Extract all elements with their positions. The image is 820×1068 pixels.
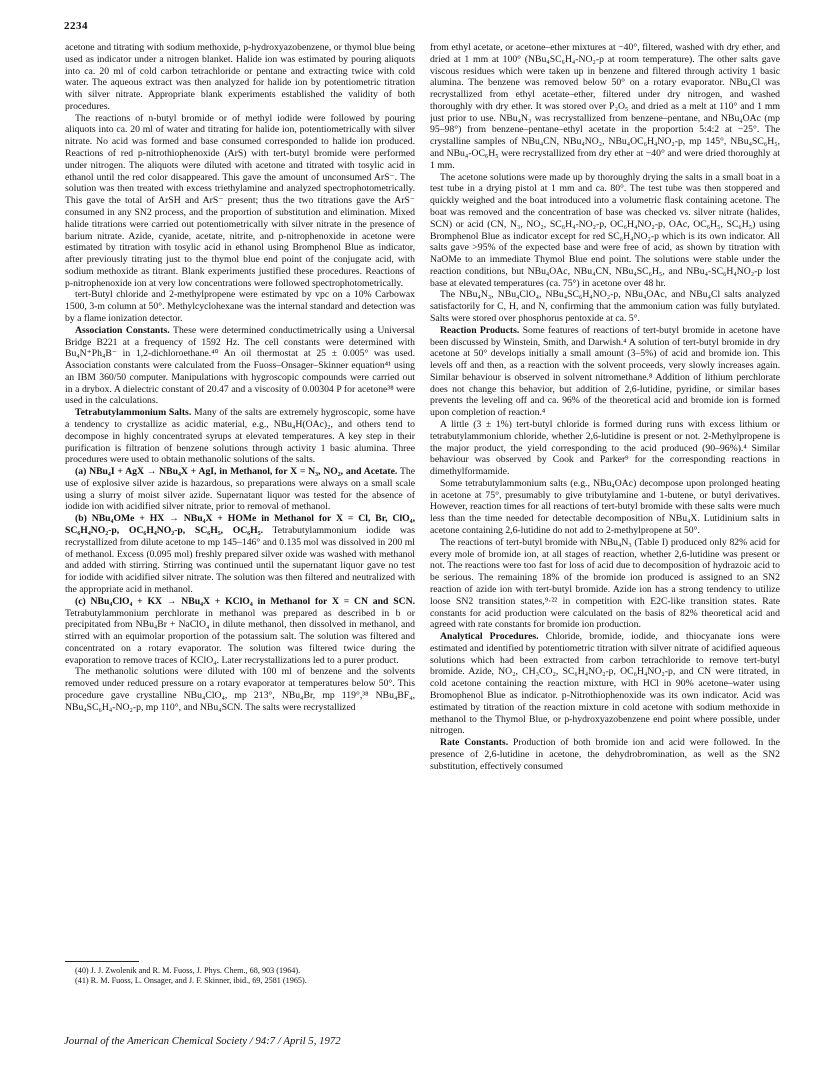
footnote-40: (40) J. J. Zwolenik and R. M. Fuoss, J. Phys. Chem., 68, 903 (1964).: [75, 966, 301, 975]
paragraph-text: The methanolic solutions were diluted with 100 ml of benzene and the solvents removed under reduced pressure on a rotary evaporator at temperatures below 50°. This procedure gave crystalline NBu₄ClO₄, mp 213°, NBu₄Br, mp 119°,³⁸ NBu₄BF₄, NBu₄SC₆H₄-NO₂-p, mp 110°, and NBu₄SCN. The salts were recrystallized: [65, 666, 415, 713]
paragraph: [65, 407, 415, 466]
paragraph-text: tert-Butyl chloride and 2-methylpropene were estimated by vpc on a 10% Carbowax 1500, 3-m column at 50°. Methylcyclohexane was the internal standard and detection was by a flame ionization detector.: [65, 289, 415, 324]
run-in-heading: (c) NBu₄ClO₄ + KX → NBu₄X + KClO₄ in Methanol for X = CN and SCN.: [75, 595, 415, 607]
run-in-heading: (b) NBu₄OMe + HX → NBu₄X + HOMe in Methanol for X = Cl, Br, ClO₄, SC₆H₄NO₂-p, OC₆H₄NO₂-p, SC₆H₅, OC₆H₅.: [65, 513, 415, 537]
paragraph: [430, 537, 780, 631]
run-in-heading: (a) NBu₄I + AgX → NBu₄X + AgI, in Methanol, for X = N₃, NO₂, and Acetate.: [75, 466, 398, 478]
page-number: 2234: [64, 20, 88, 32]
paragraph: [65, 325, 415, 407]
paragraph: [430, 737, 780, 772]
left-text-column: [65, 42, 415, 962]
run-in-heading: Analytical Procedures.: [440, 631, 539, 643]
paragraph: [430, 289, 780, 324]
paragraph: [430, 172, 780, 290]
paragraph-text: The use of explosive silver azide is hazardous, so preparations were always on a small scale using a slurry of moist silver azide. Supernatant liquor was tested for the absence of iodide ion with acidified silver nitrate, prior to removal of methanol.: [65, 466, 415, 513]
run-in-heading: Rate Constants.: [440, 737, 509, 749]
paragraph-text: from ethyl acetate, or acetone–ether mixtures at −40°, filtered, washed with dry ether, and dried at 1 mm at 100° (NBu₄SC₆H₄-NO₂-p at room temperature). The other salts gave viscous residues which were taken up in benzene and filtered through activity 1 basic alumina. The benzene was removed below 50° on a rotary evaporator. NBu₄Cl was recrystallized from ethyl acetate–ether, filtered under dry nitrogen, and washed thoroughly with dry ether. It was stored over P₂O₅ and dried as a melt at 110° and 1 mm just prior to use. NBu₄N₃ was recrystallized from benzene–pentane, and NBu₄OAc (mp 95–98°) from benzene–pentane–ethyl acetate in the proportion 5:4:2 at −25°. The crystalline samples of NBu₄CN, NBu₄NO₂, NBu₄OC₆H₄NO₂-p, mp 145°, NBu₄SC₆H₅, and NBu₄-OC₆H₅ were recrystallized from dry ether at −40° and were dried thoroughly at 1 mm.: [430, 42, 780, 171]
paragraph: [65, 113, 415, 290]
paragraph-text: Chloride, bromide, iodide, and thiocyanate ions were estimated and identified by potentiometric titration with silver nitrate of acidified aqueous solutions which had been extracted from carbon tetrachloride to remove tert-butyl bromide. Azide, NO₂, CH₃CO₂, SC₆H₄NO₂-p, OC₆H₄NO₂-p, and CN were titrated, in cold acetone containing the reaction mixture, with HCl in 90% acetone–water using Bromophenol Blue as indicator. p-Nitrothiophenoxide was its own indicator. Acid was estimated by titration of the reaction mixture in cold acetone with sodium methoxide in methanol to the Thymol Blue, or p-hydroxyazobenzene end point where possible, under nitrogen.: [430, 631, 780, 737]
paragraph-text: A little (3 ± 1%) tert-butyl chloride is formed during runs with excess lithium or tetrabutylammonium chloride, whether 2,6-lutidine is present or not. 2-Methylpropene is the major product, the yield corresponding to the acid produced (90–96%).⁴ Similar behaviour was observed by Cook and Parker⁹ for the corresponding reactions in dimethylformamide.: [430, 419, 780, 478]
paragraph-text: Some features of reactions of tert-butyl bromide in acetone have been discussed by Winstein, Smith, and Darwish.⁴ A solution of tert-butyl bromide in dry acetone at 50° develops initially a small amount (3–5%) of acid and bromide ion. This levels off and then, as a reaction with the solvent proceeds, very slowly increases again. Similar behaviour is observed in solvent nitromethane.⁸ Addition of lithium perchlorate does not change this behavior, but addition of 2,6-lutidine, pyridine, or similar bases prevents the leveling off and ca. 96% of the theoretical acid and bromide ion is formed upon completion of reaction.⁴: [430, 324, 780, 419]
paragraph-text: The acetone solutions were made up by thoroughly drying the salts in a small boat in a test tube in a drying pistol at 1 mm and ca. 80°. The test tube was then stoppered and quickly weighed and the boat introduced into a volumetric flask containing acetone. The boat was removed and the concentration of base was checked vs. silver nitrate (halides, SCN) or acid (CN, N₃, NO₂, SC₆H₄-NO₂-p, OC₆H₄NO₂-p, OAc, OC₆H₅, SC₆H₅) using Bromphenol Blue as indicator except for red SC₆H₄NO₂-p which is its own indicator. All salts gave >95% of the expected base and were free of acid, as shown by titration with NaOMe to an immediate Thymol Blue end point. The solutions were stable under the reaction conditions, but NBu₄OAc, NBu₄CN, NBu₄SC₆H₅, and NBu₄-SC₆H₄NO₂-p lost base at elevated temperatures (ca. 75°) in acetone over 48 hr.: [430, 171, 780, 289]
paragraph: [65, 513, 415, 595]
footnote-divider: [65, 961, 139, 962]
footnotes: [65, 966, 415, 986]
paragraph-text: Tetrabutylammonium perchlorate in methanol was prepared as described in b or precipitated from NBu₄Br + NaClO₄ in dilute methanol, then dissolved in methanol, and stirred with an equimolar proportion of the potassium salt. The solution was filtered and concentrated on a rotary evaporator. The solution was filtered twice during the evaporation to remove traces of KClO₄. Later recrystallizations led to a purer product.: [65, 607, 415, 666]
right-text-column: [430, 42, 780, 1027]
paragraph: [430, 478, 780, 537]
paragraph: [65, 42, 415, 113]
paragraph: [65, 666, 415, 713]
paragraph-text: The reactions of n-butyl bromide or of methyl iodide were followed by pouring aliquots into ca. 20 ml of water and titrating for halide ion, potentiometrically with silver nitrate. No acid was formed and base consumed corresponded to halide ion produced. Reactions of red p-nitrothiophenoxide (ArS) with tert-butyl bromide were performed under nitrogen. The aliquots were diluted with acetone and titrated with tosylic acid in ethanol until the red color disappeared. This gave the amount of unconsumed ArS⁻. The solution was then treated with excess triethylamine and analyzed spectrophotometrically. This gave the total of ArSH and ArS⁻ present; thus the two titrations gave the ArS⁻ consumed in any SN2 process, and the proportion of substitution and elimination. Mixed halide titrations were carried out potentiometrically with silver nitrate in the presence of barium nitrate. Azide, cyanide, acetate, nitrite, and p-nitrophenoxide in acetone were estimated by titration with tosylic acid in ethanol using Bromphenol Blue as indicator, after previously titrating just to the thymol blue end point of the conjugate acid, with sodium methoxide as titrant. Blank experiments justified these procedures. Reactions of p-nitrophenoxide ion at very low concentrations were followed spectrophotometrically.: [65, 112, 415, 289]
paragraph-text: The NBu₄N₃, NBu₄ClO₄, NBu₄SC₆H₄NO₂-p, NBu₄OAc, and NBu₄Cl salts analyzed satisfactorily for C, H, and N, confirming that the ammonium cation was fully butylated. Salts were stored over phosphorus pentoxide at ca. 5°.: [430, 289, 780, 324]
run-in-heading: Association Constants.: [75, 324, 170, 336]
run-in-heading: Tetrabutylammonium Salts.: [75, 407, 192, 419]
paragraph: [430, 419, 780, 478]
paragraph: [65, 596, 415, 667]
paragraph: [65, 289, 415, 324]
footnote-41: (41) R. M. Fuoss, L. Onsager, and J. F. Skinner, ibid., 69, 2581 (1965).: [75, 976, 307, 985]
journal-citation-footer: Journal of the American Chemical Society / 94:7 / April 5, 1972: [64, 1035, 341, 1047]
paragraph-text: Some tetrabutylammonium salts (e.g., NBu₄OAc) decompose upon prolonged heating in acetone at 75°, presumably to give tributylamine and 1-butene, or butyl derivatives. However, reaction times for all reactions of tert-butyl bromide with these salts were much less than the time needed for detectable decomposition of NBu₄X. Lutidinium salts in acetone containing 2,6-lutidine do not add to 2-methylpropene at 50°.: [430, 477, 780, 537]
paragraph: [430, 325, 780, 419]
paragraph: [65, 466, 415, 513]
paragraph: [430, 631, 780, 737]
paragraph: [430, 42, 780, 172]
paragraph-text: The reactions of tert-butyl bromide with NBu₄N₃ (Table I) produced only 82% acid for every mole of bromide ion, at all stages of reaction, whether 2,6-lutidine was present or not. The reactions were too fast for loss of acid due to decomposition of hydrazoic acid to be serious. The remaining 18% of the bromide ion produced is assigned to an SN2 reaction of azide ion with tert-butyl bromide. Azide ion has a strong tendency to utilize loose SN2 transition states,⁹·²² in competition with E2C-like transition states. Rate constants for acid production were calculated on the basis of 82% theoretical acid and agreed with rate constants for bromide ion production.: [430, 536, 780, 631]
paragraph-text: Production of both bromide ion and acid were followed. In the presence of 2,6-lutidine in acetone, the dehydrobromination, as well as the SN2 substitution, effectively consumed: [430, 737, 780, 772]
paragraph-text: These were determined conductimetrically using a Universal Bridge B221 at a frequency of 1592 Hz. The cell constants were determined with Bu₄N⁺Ph₄B⁻ in 1,2-dichloroethane.⁴⁰ An oil thermostat at 25 ± 0.005° was used. Association constants were calculated from the Fuoss–Onsager–Skinner equation⁴¹ using an IBM 360/50 computer. Manipulations with hygroscopic compounds were carried out in a drybox. A dielectric constant of 20.47 and a viscosity of 0.00304 P for acetone³⁸ were used in the calculations.: [65, 324, 415, 407]
paragraph-text: Many of the salts are extremely hygroscopic, some have a tendency to crystallize as acidic material, e.g., NBu₄H(OAc)₂, and others tend to decompose in highly concentrated syrups at elevated temperatures. A key step in their purification is filtration of benzene solutions through activity 1 basic alumina. Three procedures were used to obtain methanolic solutions of the salts.: [65, 407, 415, 466]
paragraph-text: Tetrabutylammonium iodide was recrystallized from dilute acetone to mp 145–146° and 0.135 mol was dissolved in 200 ml of methanol. Excess (0.095 mol) freshly prepared silver oxide was washed with methanol and added with stirring. Stirring was continued until the supernatant liquor gave no test for iodide with acidified silver nitrate. The solution was then filtered and neutralized with the appropriate acid in methanol.: [65, 525, 415, 595]
paragraph-text: acetone and titrating with sodium methoxide, p-hydroxyazobenzene, or thymol blue being used as indicator under a nitrogen blanket. Halide ion was estimated by pouring aliquots into ca. 20 ml of cold carbon tetrachloride or pentane and extracting twice with cold water. The aqueous extract was then analyzed for halide ion by potentiometric titration with silver nitrate. Appropriate blank experiments established the validity of both procedures.: [65, 42, 415, 112]
run-in-heading: Reaction Products.: [440, 324, 520, 336]
